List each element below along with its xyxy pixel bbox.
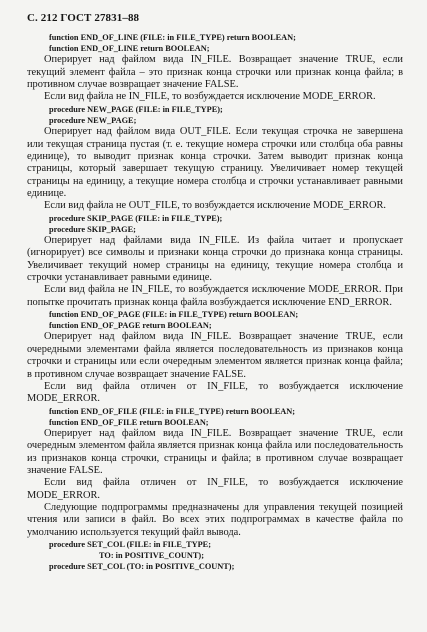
code-signature: procedure NEW_PAGE; (49, 115, 137, 125)
code-signature: function END_OF_LINE (FILE: in FILE_TYPE) return BOOLEAN; (49, 33, 296, 42)
body-paragraph: Если вид файла не IN_FILE, то возбуждается исключение MODE_ERROR. (44, 91, 376, 103)
code-signature: function END_OF_FILE return BOOLEAN; (49, 417, 209, 427)
body-paragraph: Если вид файла отличен от IN_FILE, то возбуждается исключение MODE_ERROR. (27, 477, 403, 501)
page-body (27, 32, 403, 573)
code-signature: procedure SET_COL (FILE: in FILE_TYPE; (49, 540, 211, 550)
code-signature: function END_OF_LINE return BOOLEAN; (49, 44, 210, 54)
body-paragraph: Если вид файла отличен от IN_FILE, то возбуждается исключение MODE_ERROR. (27, 380, 403, 405)
code-signature: procedure SKIP_PAGE (FILE: in FILE_TYPE); (49, 213, 223, 223)
code-signature: procedure NEW_PAGE (FILE: in FILE_TYPE); (49, 104, 223, 114)
code-signature: function END_OF_FILE (FILE: in FILE_TYPE) return BOOLEAN; (49, 406, 296, 416)
body-paragraph: Оперирует над файлом вида IN_FILE. Возвращает значение TRUE, если очередными элементами файла является последовательность из признаков конца строчки и страницы или если очередным элементом является признак конца файла; в противном случае возвращает значение FALSE. (27, 331, 403, 380)
body-paragraph: Оперирует над файлом вида IN_FILE. Возвращает значение TRUE, если текущий элемент файла – это признак конца строчки или признак конца файла; в противном случае возвращает значение FALSE. (27, 54, 403, 91)
code-signature: procedure SKIP_PAGE; (49, 224, 136, 234)
code-signature: procedure SET_COL (TO: in POSITIVE_COUNT); (49, 562, 235, 572)
body-paragraph: Оперирует над файлом вида OUT_FILE. Если текущая строчка не завершена или текущая страница пустая (т. е. текущие номера строчки или столбца оба равны единице), то выводит признак конца строчки. Затем выводит признак конца страницы, который завершает текущую страницу. Увеличивает номер текущей страницы на единицу, а текущие номера столбца и строчки устанавливает равными единице. (27, 126, 403, 199)
code-signature: TO: in POSITIVE_COUNT); (99, 551, 204, 561)
page-header: С. 212 ГОСТ 27831–88 (27, 12, 140, 24)
body-paragraph: Оперирует над файлами вида IN_FILE. Из файла читает и пропускает (игнорирует) все символы и признаки конца строчки до признака конца страницы. Увеличивает текущий номер страницы на единицу, текущие номера столбца и строчки устанавливает равными единице. (27, 235, 403, 284)
body-paragraph: Оперирует над файлом вида IN_FILE. Возвращает значение TRUE, если очередным элементом файла является признак конца файла или последовательность из признаков конца строчки, страницы и файла; в противном случае возвращает значение FALSE. (27, 427, 403, 476)
body-paragraph: Если вид файла не OUT_FILE, то возбуждается исключение MODE_ERROR. (44, 200, 386, 212)
code-signature: function END_OF_PAGE return BOOLEAN; (49, 321, 212, 331)
body-paragraph: Если вид файла не IN_FILE, то возбуждается исключение MODE_ERROR. При попытке прочитать признак конца файла возбуждается исключение END_ERROR. (27, 284, 403, 308)
code-signature: function END_OF_PAGE (FILE: in FILE_TYPE) return BOOLEAN; (49, 310, 299, 320)
body-paragraph: Следующие подпрограммы предназначены для управления текущей позицией чтения или записи в файл. Во всех этих подпрограммах в качестве файла по умолчанию используется текущий файл вывода. (27, 502, 403, 538)
